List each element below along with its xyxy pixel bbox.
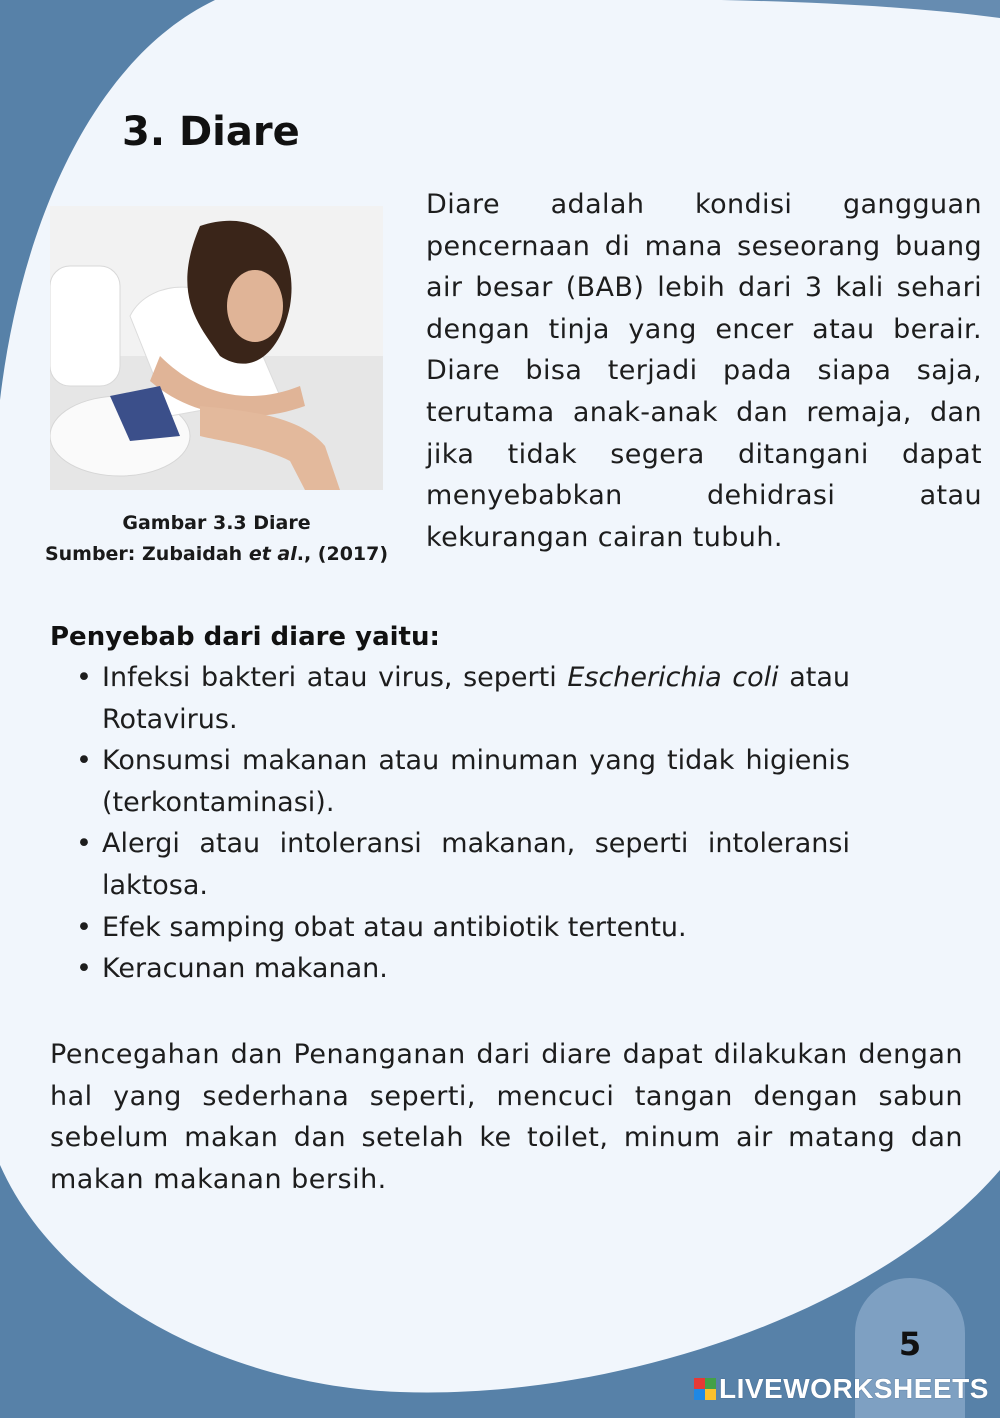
list-item: • Alergi atau intoleransi makanan, seperti intoleransi laktosa.	[76, 828, 850, 901]
woman-on-toilet-illustration	[50, 206, 383, 490]
figure-caption-title: Gambar 3.3 Diare	[122, 512, 311, 534]
figure-caption	[30, 508, 403, 570]
figure-caption-source: Sumber: Zubaidah et al., (2017)	[44, 543, 389, 565]
intro-paragraph: Diare adalah kondisi gangguan pencernaan di mana seseorang buang air besar (BAB) lebih dari 3 kali sehari dengan tinja yang encer atau berair. Diare bisa terjadi pada siapa saja, terutama anak-anak dan remaja, dan jika tidak segera ditangani dapat menyebabkan dehidrasi atau kekurangan cairan tubuh.	[426, 189, 982, 553]
watermark-text: LIVEWORKSHEETS	[719, 1373, 989, 1404]
list-item: • Keracunan makanan.	[76, 953, 388, 985]
list-item: • Efek samping obat atau antibiotik tertentu.	[76, 911, 687, 943]
list-item: • Konsumsi makanan atau minuman yang tidak higienis (terkontaminasi).	[76, 745, 850, 818]
page-number: 5	[898, 1325, 922, 1363]
diarrhea-photo	[50, 206, 383, 490]
liveworksheets-logo-icon	[694, 1378, 716, 1400]
liveworksheets-watermark[interactable]	[694, 1372, 989, 1406]
page-title: 3. Diare	[122, 109, 300, 155]
causes-list	[70, 657, 850, 990]
list-item: • Infeksi bakteri atau virus, seperti Escherichia coli atau Rotavirus.	[76, 662, 850, 735]
prevention-paragraph: Pencegahan dan Penanganan dari diare dapat dilakukan dengan hal yang sederhana seperti, mencuci tangan dengan sabun sebelum makan dan setelah ke toilet, minum air matang dan makan makanan bersih.	[50, 1039, 963, 1195]
causes-heading: Penyebab dari diare yaitu:	[50, 622, 440, 652]
